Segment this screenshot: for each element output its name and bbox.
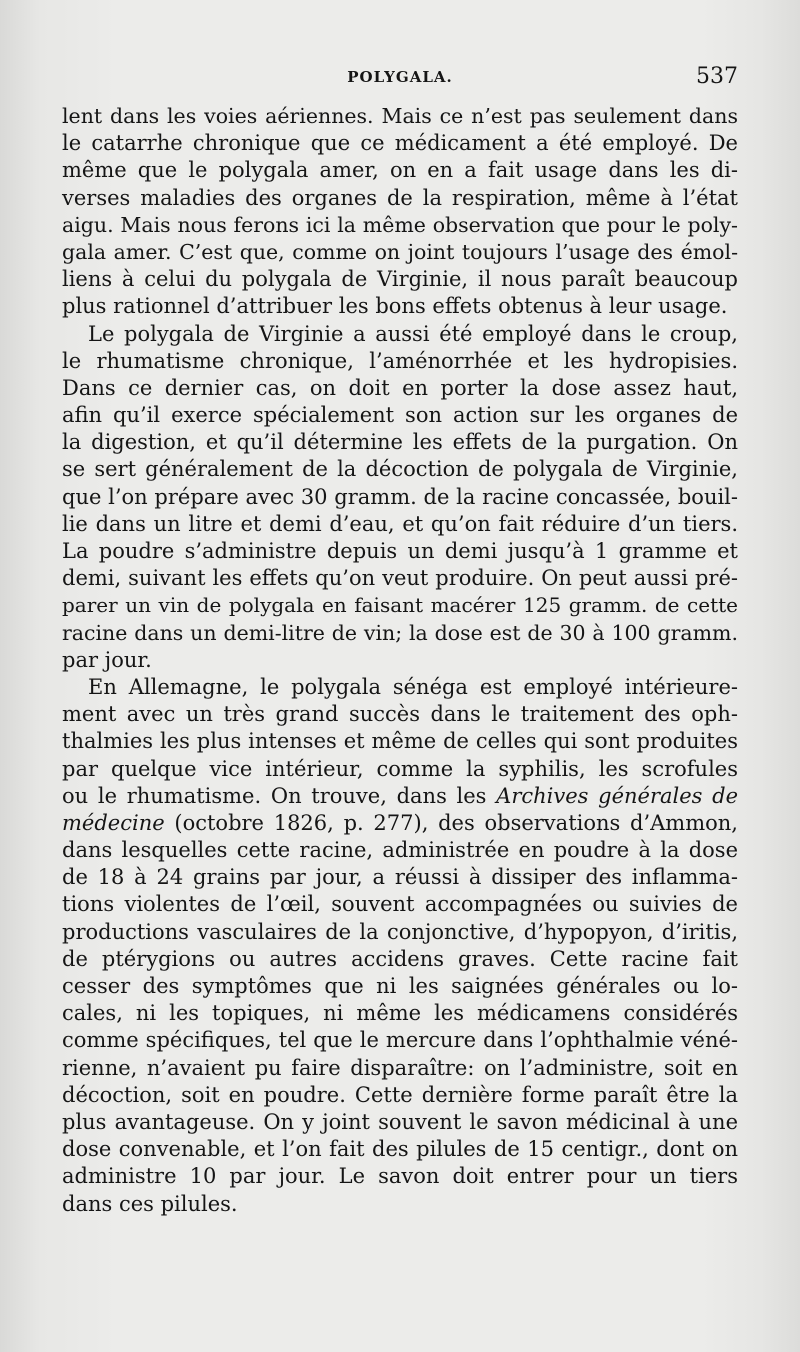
text-line: productions vasculaires de la conjonctive, d’hypopyon, d’iritis, [62,919,738,944]
text-line: la digestion, et qu’il détermine les effets de la purgation. On [62,430,738,455]
text-line: que l’on prépare avec 30 gramm. de la racine concassée, bouil- [62,484,738,509]
text-line: En Allemagne, le polygala sénéga est employé intérieure- [88,674,738,699]
text-line: dose convenable, et l’on fait des pilules de 15 centigr., dont on [62,1137,738,1162]
italic-journal-title: médecine [62,810,165,835]
text-line: même que le polygala amer, on en a fait usage dans les di- [62,158,738,183]
text-line: La poudre s’administre depuis un demi jusqu’à 1 gramme et [62,539,738,563]
text-line: dans ces pilules. [62,1191,238,1216]
text-line: thalmies les plus intenses et même de celles qui sont produites [62,729,738,754]
text-line: lie dans un litre et demi d’eau, et qu’on fait réduire d’un tiers. [62,511,738,536]
text-line: administre 10 par jour. Le savon doit entrer pour un tiers [62,1164,738,1189]
text-line: lent dans les voies aériennes. Mais ce n’est pas seulement dans [62,104,738,128]
text-line: gala amer. C’est que, comme on joint toujours l’usage des émol- [62,239,738,264]
text-line: ment avec un très grand succès dans le traitement des oph- [62,702,738,727]
text-line-with-italic [62,810,738,837]
text-line: rienne, n’avaient pu faire disparaître: on l’administre, soit en [62,1055,738,1080]
text-line: décoction, soit en poudre. Cette dernière forme paraît être la [62,1082,738,1107]
text-line: plus avantageuse. On y joint souvent le savon médicinal à une [62,1109,738,1134]
text-line: afin qu’il exerce spécialement son action sur les organes de [62,403,738,428]
text-line-with-italic [62,783,738,810]
text-line: par jour. [62,647,152,672]
text-line: liens à celui du polygala de Virginie, il nous paraît beaucoup [62,267,738,292]
text-line: de 18 à 24 grains par jour, a réussi à dissiper des inflamma- [62,865,738,890]
text-line: demi, suivant les effets qu’on veut produire. On peut aussi pré- [62,566,738,591]
text-line: cesser des symptômes que ni les saignées générales ou lo- [62,974,738,998]
italic-journal-title: Archives générales de [496,783,738,808]
text-line: verses maladies des organes de la respiration, même à l’état [62,185,738,210]
text-line: cales, ni les topiques, ni même les médicamens considérés [62,1001,738,1026]
text-segment: ou le rhumatisme. On trouve, dans les [62,783,487,808]
page-header [62,64,738,94]
text-line: Dans ce dernier cas, on doit en porter la dose assez haut, [62,375,738,400]
text-line: se sert généralement de la décoction de polygala de Virginie, [62,457,738,482]
page-number: 537 [696,64,738,89]
text-line: dans lesquelles cette racine, administrée en poudre à la dose [62,838,738,863]
text-line: par quelque vice intérieur, comme la syphilis, les scrofules [62,756,738,781]
text-line: Le polygala de Virginie a aussi été employé dans le croup, [88,321,738,346]
text-line: parer un vin de polygala en faisant macérer 125 gramm. de cette [62,593,738,618]
text-line: le rhumatisme chronique, l’aménorrhée et les hydropisies. [62,348,738,373]
text-line: plus rationnel d’attribuer les bons effets obtenus à leur usage. [62,294,728,319]
text-line: aigu. Mais nous ferons ici la même observation que pour le poly- [62,212,738,237]
running-title: POLYGALA. [347,68,453,86]
text-line: le catarrhe chronique que ce médicament a été employé. De [62,131,738,156]
text-line: de ptérygions ou autres accidens graves. Cette racine fait [62,946,738,971]
text-segment: (octobre 1826, p. 277), des observations d’Ammon, [174,810,738,835]
text-line: tions violentes de l’œil, souvent accompagnées ou suivies de [62,892,738,917]
body-text [62,103,738,1218]
text-line: comme spécifiques, tel que le mercure dans l’ophthalmie véné- [62,1028,738,1053]
text-line: racine dans un demi-litre de vin; la dose est de 30 à 100 gramm. [62,620,738,645]
